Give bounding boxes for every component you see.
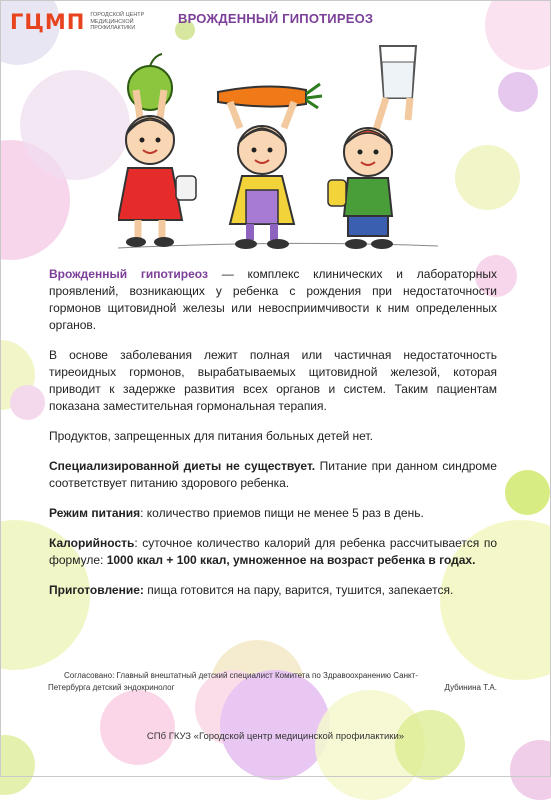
paragraph-text: пища готовится на пару, варится, тушится, запекается. <box>143 583 454 597</box>
paragraph-text: — комплекс клинических и лабораторных проявлений, возникающих у ребенка с рождения при недостаточности гормонов щитовидной железы или невосприимчивости к ним определенных органов. <box>49 267 497 332</box>
children-illustration <box>118 40 438 255</box>
decor-circle <box>10 385 45 420</box>
paragraph-text: : суточное количество калорий для ребенка рассчитывается по формуле: <box>49 536 497 567</box>
approval-position: Петербурга детский эндокринолог <box>48 682 175 692</box>
page-title: ВРОЖДЕННЫЙ ГИПОТИРЕОЗ <box>178 11 374 26</box>
calorie-formula: 1000 ккал + 100 ккал, умноженное на возраст ребенка в годах. <box>106 553 476 567</box>
bold-lead: Калорийность <box>49 536 135 550</box>
logo <box>10 10 150 34</box>
bold-lead: Режим питания <box>49 506 141 520</box>
term-highlight: Врожденный гипотиреоз <box>49 267 208 281</box>
decor-circle <box>498 72 538 112</box>
logo-mark: ГЦМП <box>10 10 86 34</box>
decor-circle <box>20 70 130 180</box>
approval-line: Согласовано: Главный внештатный детский специалист Комитета по Здравоохранению Санкт- <box>64 671 418 680</box>
approval-note <box>48 670 497 693</box>
paragraph-cause: В основе заболевания лежит полная или частичная недостаточность тиреоидных гормонов, вырабатываемых щитовидной железой, которая приводит к задержке развития всех органов и систем. Таким пациентам показана заместительная гормональная терапия. <box>49 348 497 413</box>
decor-circle <box>485 0 551 70</box>
decor-circle <box>505 470 550 515</box>
girl-with-carrot <box>218 84 322 249</box>
paragraph-calories <box>49 535 497 569</box>
logo-caption: ГОРОДСКОЙ ЦЕНТР МЕДИЦИНСКОЙ ПРОФИЛАКТИКИ <box>90 12 145 32</box>
paragraph-text: : количество приемов пищи не менее 5 раз в день. <box>140 506 424 520</box>
decor-circle <box>510 740 551 800</box>
boy-with-glass <box>328 46 416 249</box>
bold-lead: Специализированной диеты не существует. <box>49 459 316 473</box>
decor-circle <box>395 710 465 780</box>
approval-signature-row <box>48 682 497 694</box>
decor-circle <box>0 735 35 795</box>
bold-lead: Приготовление: <box>49 583 144 597</box>
paragraph-diet <box>49 458 497 492</box>
paragraph-regime <box>49 505 497 522</box>
footer-organization: СПб ГКУЗ «Городской центр медицинской профилактики» <box>146 731 405 742</box>
paragraph-cooking <box>49 582 497 599</box>
girl-with-apple <box>118 54 196 247</box>
decor-circle <box>100 690 175 765</box>
approval-signatory: Дубинина Т.А. <box>444 682 497 692</box>
paragraph-text: Питание при данном синдроме соответствует питанию здорового ребенка. <box>49 459 497 490</box>
paragraph-products: Продуктов, запрещенных для питания больных детей нет. <box>49 429 373 443</box>
article-body <box>49 266 497 612</box>
decor-circle <box>455 145 520 210</box>
paragraph-definition <box>49 266 497 334</box>
